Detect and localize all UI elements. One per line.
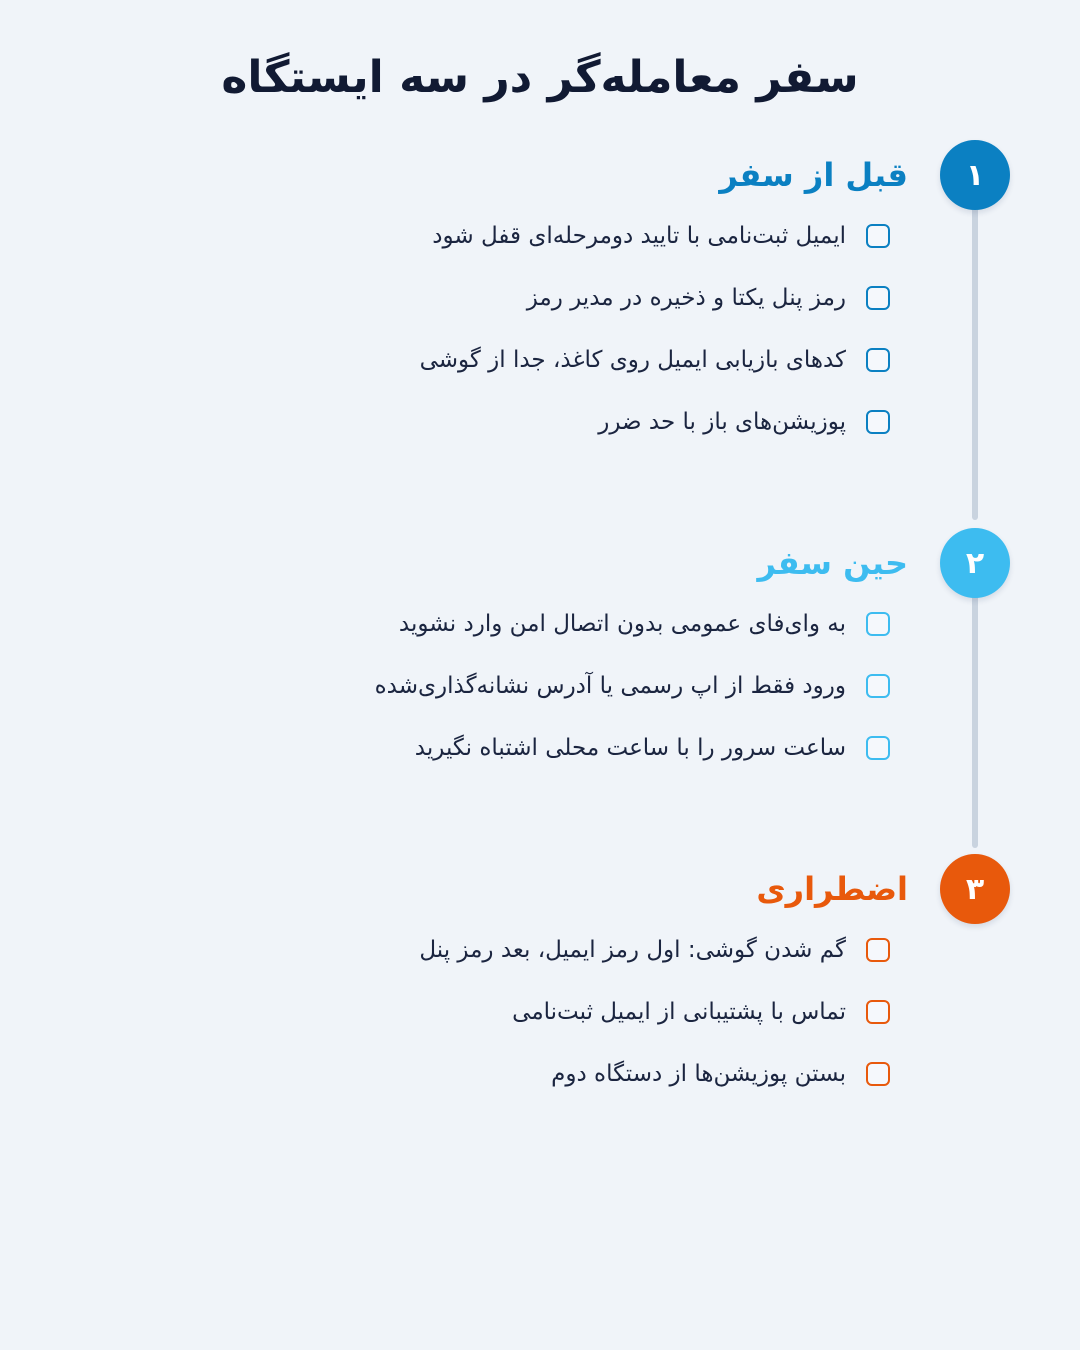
checklist-item-label: پوزیشن‌های باز با حد ضرر: [598, 409, 846, 435]
checklist: [420, 216, 890, 464]
checklist-item[interactable]: [420, 340, 890, 380]
checklist: [375, 604, 890, 790]
checklist: [419, 930, 890, 1116]
checklist-item-label: کدهای بازیابی ایمیل روی کاغذ، جدا از گوشی: [419, 347, 846, 373]
checklist-item-label: گم شدن گوشی: اول رمز ایمیل، بعد رمز پنل: [419, 937, 846, 963]
checklist-item[interactable]: [419, 992, 890, 1032]
checkbox[interactable]: [866, 224, 890, 248]
checklist-item[interactable]: [375, 604, 890, 644]
stage-number-badge: ۲: [940, 528, 1010, 598]
checklist-item-label: ورود فقط از اپ رسمی یا آدرس نشانه‌گذاری‌شده: [374, 673, 846, 699]
checklist-item[interactable]: [420, 216, 890, 256]
stage-title: حین سفر: [757, 544, 908, 582]
stage-number-badge: ۱: [940, 140, 1010, 210]
timeline-connector: [972, 592, 978, 848]
checklist-item[interactable]: [420, 402, 890, 442]
stage-title: اضطراری: [756, 870, 908, 908]
stage-title: قبل از سفر: [719, 156, 908, 194]
checklist-item-label: تماس با پشتیبانی از ایمیل ثبت‌نامی: [512, 999, 846, 1025]
timeline-connector: [972, 205, 978, 520]
checkbox[interactable]: [866, 1062, 890, 1086]
checkbox[interactable]: [866, 286, 890, 310]
page-title: سفر معامله‌گر در سه ایستگاه: [221, 52, 859, 103]
checkbox[interactable]: [866, 736, 890, 760]
checklist-item[interactable]: [375, 728, 890, 768]
checklist-item[interactable]: [420, 278, 890, 318]
checklist-item-label: ساعت سرور را با ساعت محلی اشتباه نگیرید: [414, 735, 846, 761]
checklist-item-label: به وای‌فای عمومی بدون اتصال امن وارد نشوید: [398, 611, 846, 637]
checkbox[interactable]: [866, 938, 890, 962]
checkbox[interactable]: [866, 348, 890, 372]
checkbox[interactable]: [866, 410, 890, 434]
checklist-item-label: ایمیل ثبت‌نامی با تایید دومرحله‌ای قفل شود: [432, 223, 846, 249]
checklist-item-label: رمز پنل یکتا و ذخیره در مدیر رمز: [526, 285, 846, 311]
checkbox[interactable]: [866, 612, 890, 636]
checkbox[interactable]: [866, 674, 890, 698]
checkbox[interactable]: [866, 1000, 890, 1024]
checklist-item-label: بستن پوزیشن‌ها از دستگاه دوم: [551, 1061, 846, 1087]
checklist-item[interactable]: [419, 1054, 890, 1094]
checklist-item[interactable]: [375, 666, 890, 706]
checklist-item[interactable]: [419, 930, 890, 970]
stage-number-badge: ۳: [940, 854, 1010, 924]
